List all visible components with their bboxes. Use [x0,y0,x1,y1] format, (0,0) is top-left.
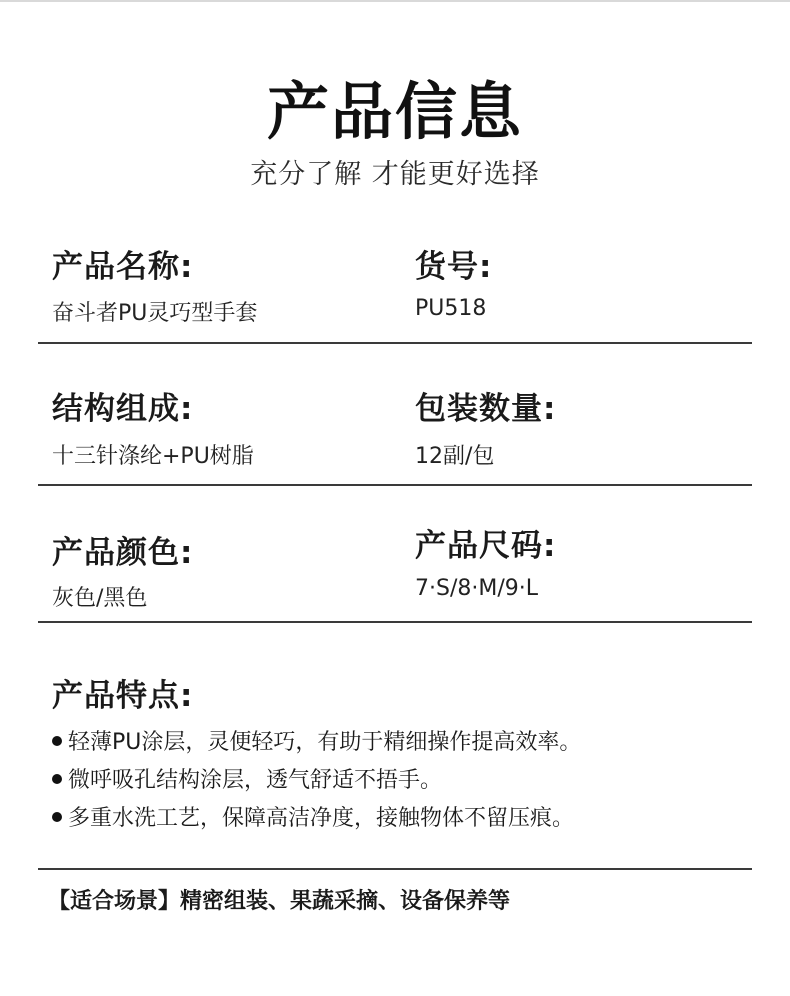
divider [38,868,752,870]
structure-label: 结构组成: [52,391,194,427]
bullet-icon [52,774,62,784]
sku-label: 货号: [415,249,493,285]
feature-text: 微呼吸孔结构涂层，透气舒适不捂手。 [68,768,443,793]
divider [38,342,752,344]
size-value: 7·S/8·M/9·L [415,576,538,601]
bullet-icon [52,812,62,822]
list-item [52,800,581,838]
product-name-value: 奋斗者PU灵巧型手套 [52,301,258,326]
color-value: 灰色/黑色 [52,586,148,611]
quantity-value: 12副/包 [415,444,495,469]
product-name-label: 产品名称: [52,249,194,285]
application-scenes: 【适合场景】精密组装、果蔬采摘、设备保养等 [48,889,511,914]
list-item [52,762,581,800]
structure-value: 十三针涤纶+PU树脂 [52,444,254,469]
list-item [52,724,581,762]
feature-text: 轻薄PU涂层，灵便轻巧，有助于精细操作提高效率。 [68,730,582,755]
features-list [52,724,581,838]
size-label: 产品尺码: [415,528,557,564]
bullet-icon [52,736,62,746]
divider [38,484,752,486]
color-label: 产品颜色: [52,535,194,571]
top-border [0,0,790,2]
features-label: 产品特点: [52,678,194,714]
quantity-label: 包装数量: [415,391,557,427]
feature-text: 多重水洗工艺，保障高洁净度，接触物体不留压痕。 [68,806,575,831]
page-subtitle: 充分了解 才能更好选择 [250,159,540,190]
divider [38,621,752,623]
sku-value: PU518 [415,296,487,321]
page-title: 产品信息 [266,75,523,148]
